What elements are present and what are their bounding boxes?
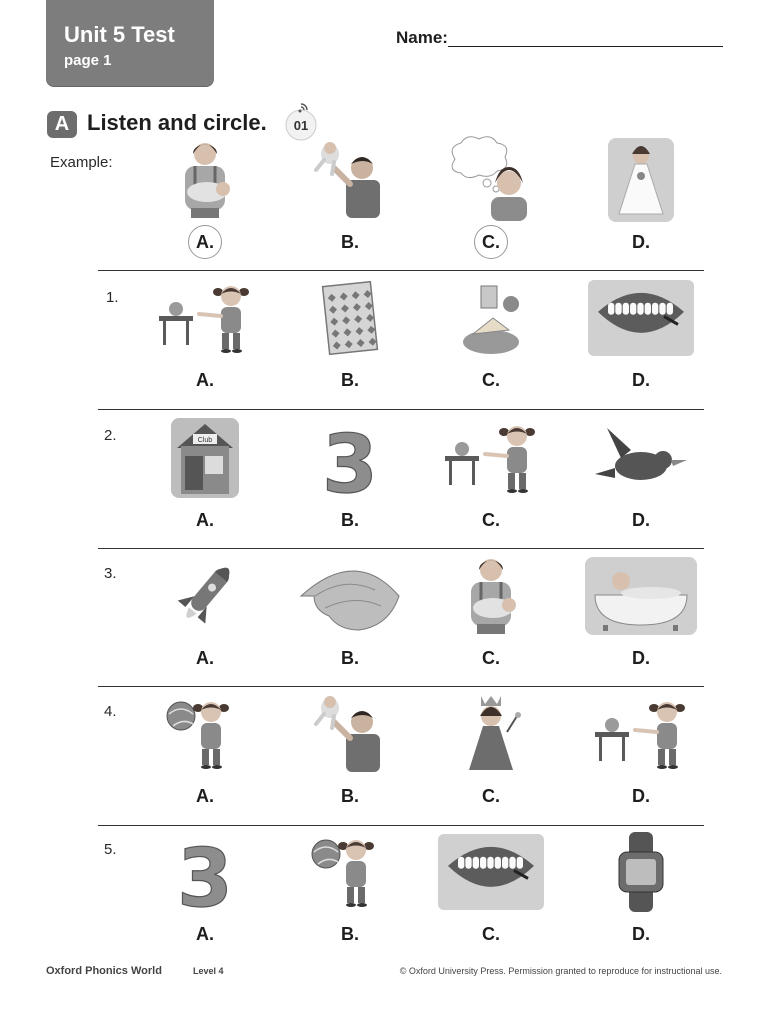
mom-baby-picture[interactable] — [456, 556, 526, 636]
option-letter[interactable]: D. — [632, 510, 650, 530]
option-letter[interactable]: D. — [632, 370, 650, 390]
girl-table-ball-picture[interactable] — [443, 418, 539, 498]
svg-text:Club: Club — [197, 437, 213, 444]
option-letter[interactable]: B. — [341, 924, 359, 944]
option-letter[interactable]: B. — [341, 370, 359, 390]
option-letter[interactable]: C. — [482, 232, 500, 252]
row-number: 5. — [104, 841, 117, 858]
shell-picture[interactable] — [295, 556, 405, 636]
audio-track-badge[interactable] — [284, 102, 318, 142]
queen-picture[interactable] — [459, 692, 523, 776]
dad-baby-picture[interactable] — [312, 140, 388, 220]
option-letter[interactable]: D. — [632, 924, 650, 944]
option-letter[interactable]: A. — [196, 510, 214, 530]
row-number: Example: — [50, 154, 113, 171]
option-letter[interactable]: C. — [482, 510, 500, 530]
option-letter[interactable]: A. — [196, 370, 214, 390]
number-three-picture[interactable] — [177, 832, 233, 925]
test-title: Unit 5 Test — [64, 22, 175, 47]
section-title: Listen and circle. — [87, 110, 267, 135]
duck-picture[interactable] — [593, 419, 689, 497]
section-letter: A — [47, 111, 77, 138]
option-letter[interactable]: C. — [482, 648, 500, 668]
rocket-picture[interactable] — [173, 553, 237, 639]
option-letter[interactable]: C. — [482, 924, 500, 944]
answer-circle — [474, 225, 508, 259]
lunch-plate-picture[interactable] — [459, 278, 523, 358]
option-letter[interactable]: A. — [196, 786, 214, 806]
page-label: page 1 — [64, 52, 112, 69]
row-number: 3. — [104, 565, 117, 582]
row-divider — [98, 825, 704, 826]
number-three-picture[interactable] — [322, 418, 378, 511]
mom-baby-picture[interactable] — [170, 140, 240, 220]
club-house-picture[interactable] — [171, 418, 239, 498]
track-number: 01 — [293, 118, 309, 133]
unit-tab — [46, 0, 214, 86]
row-divider — [98, 548, 704, 549]
footer-brand: Oxford Phonics World — [46, 965, 162, 977]
row-number: 2. — [104, 427, 117, 444]
option-letter[interactable]: B. — [341, 232, 359, 252]
girl-ball-picture[interactable] — [163, 694, 247, 774]
row-number: 4. — [104, 703, 117, 720]
dad-baby-picture[interactable] — [312, 694, 388, 774]
option-letter[interactable]: A. — [196, 648, 214, 668]
option-letter[interactable]: C. — [482, 786, 500, 806]
name-input-line[interactable] — [448, 46, 723, 47]
thinking-girl-picture[interactable] — [443, 139, 539, 221]
bride-picture[interactable] — [608, 138, 674, 222]
girl-table-ball-picture[interactable] — [157, 278, 253, 358]
footer-copyright: © Oxford University Press. Permission granted to reproduce for instructional use. — [399, 966, 722, 976]
girl-table-ball-picture[interactable] — [593, 694, 689, 774]
watch-picture[interactable] — [605, 832, 677, 912]
name-label: Name: — [396, 28, 448, 47]
option-letter[interactable]: D. — [632, 648, 650, 668]
girl-ball-picture[interactable] — [308, 832, 392, 912]
option-letter[interactable]: C. — [482, 370, 500, 390]
svg-text:3: 3 — [322, 418, 378, 511]
option-letter[interactable]: A. — [196, 232, 214, 252]
row-divider — [98, 686, 704, 687]
answer-circle — [188, 225, 222, 259]
quilt-picture[interactable] — [318, 278, 382, 358]
option-letter[interactable]: B. — [341, 510, 359, 530]
row-divider — [98, 409, 704, 410]
bath-picture[interactable] — [585, 557, 697, 635]
teeth-picture[interactable] — [438, 834, 544, 910]
footer-level: Level 4 — [193, 966, 224, 976]
option-letter[interactable]: D. — [632, 232, 650, 252]
option-letter[interactable]: D. — [632, 786, 650, 806]
svg-text:3: 3 — [177, 832, 233, 925]
option-letter[interactable]: B. — [341, 786, 359, 806]
option-letter[interactable]: B. — [341, 648, 359, 668]
row-divider — [98, 270, 704, 271]
option-letter[interactable]: A. — [196, 924, 214, 944]
row-number: 1. — [106, 289, 119, 306]
teeth-picture[interactable] — [588, 280, 694, 356]
